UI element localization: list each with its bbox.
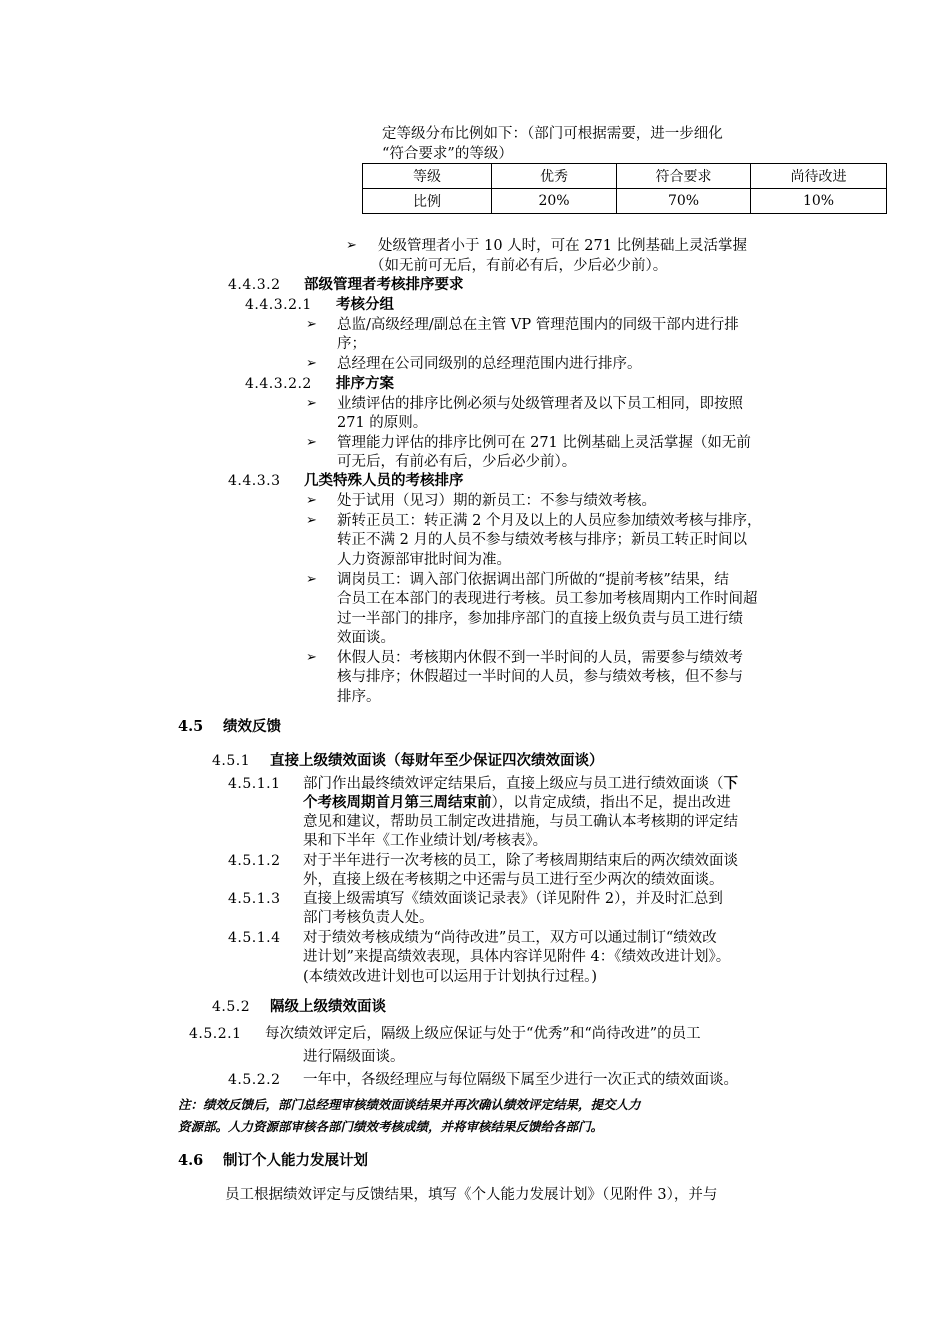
list-item: 转正不满 2 月的人员不参与绩效考核与排序；新员工转正时间以	[337, 532, 747, 548]
list-item: 管理能力评估的排序比例可在 271 比例基础上灵活掌握（如无前	[337, 435, 751, 451]
bullet-small-line-1: 处级管理者小于 10 人时，可在 271 比例基础上灵活掌握	[378, 238, 748, 254]
section-number: 4.5.2	[212, 999, 251, 1015]
bullet-arrow-icon: ➢	[306, 317, 317, 332]
section-number: 4.5.1	[212, 753, 251, 769]
subsection-title: 排序方案	[336, 375, 394, 392]
list-item: 总监/高级经理/副总在主管 VP 管理范围内的同级干部内进行排	[337, 317, 739, 333]
paragraph-line: 部门考核负责人处。	[303, 910, 434, 926]
paragraph-line	[303, 793, 731, 813]
bullet-arrow-icon: ➢	[306, 513, 317, 528]
ratio-table-value-row	[363, 189, 887, 214]
paragraph-line: 员工根据绩效评定与反馈结果，填写《个人能力发展计划》（见附件 3），并与	[225, 1187, 718, 1203]
note-line-2: 资源部。人力资源部审核各部门绩效考核成绩，并将审核结果反馈给各部门。	[178, 1119, 604, 1134]
paragraph-number: 4.5.1.4	[228, 930, 281, 946]
paragraph-number: 4.5.2.2	[228, 1072, 281, 1088]
section-title: 制订个人能力发展计划	[223, 1152, 368, 1169]
bullet-arrow-icon: ➢	[306, 650, 317, 665]
subsection-title: 考核分组	[336, 296, 394, 313]
paragraph-text: ），以肯定成绩，指出不足，提出改进	[491, 795, 731, 811]
list-item: 业绩评估的排序比例必须与处级管理者及以下员工相同，即按照	[337, 396, 743, 412]
paragraph-line: 每次绩效评定后，隔级上级应保证与处于“优秀”和“尚待改进”的员工	[265, 1026, 701, 1042]
ratio-table-header-row	[363, 164, 887, 189]
paragraph-line: 对于绩效考核成绩为“尚待改进”员工，双方可以通过制订“绩效改	[303, 930, 717, 946]
list-item: 过一半部门的排序，参加排序部门的直接上级负责与员工进行绩	[337, 611, 743, 627]
bullet-arrow-icon: ➢	[306, 572, 317, 587]
paragraph-line: 一年中，各级经理应与每位隔级下属至少进行一次正式的绩效面谈。	[303, 1072, 738, 1088]
table-cell: 等级	[363, 164, 492, 189]
list-item: 排序。	[337, 689, 381, 705]
paragraph-line: 进计划”来提高绩效表现，具体内容详见附件 4：《绩效改进计划》。	[303, 949, 731, 965]
intro-line-2: “符合要求”的等级）	[382, 146, 513, 162]
table-cell: 比例	[363, 189, 492, 214]
paragraph-line: 进行隔级面谈。	[303, 1049, 405, 1065]
paragraph-emphasis: 下	[723, 775, 738, 792]
bullet-arrow-icon: ➢	[346, 238, 357, 253]
paragraph-line	[303, 774, 738, 794]
paragraph-line: 果和下半年《工作业绩计划/考核表》。	[303, 833, 548, 849]
section-title: 隔级上级绩效面谈	[270, 998, 386, 1015]
section-title: 直接上级绩效面谈（每财年至少保证四次绩效面谈）	[270, 752, 604, 769]
list-item: 休假人员：考核期内休假不到一半时间的人员，需要参与绩效考	[337, 650, 743, 666]
paragraph-number: 4.5.2.1	[189, 1026, 242, 1042]
section-number: 4.6	[178, 1152, 204, 1169]
table-cell: 尚待改进	[751, 164, 887, 189]
list-item: 人力资源部审批时间为准。	[337, 552, 511, 568]
paragraph-text: 部门作出最终绩效评定结果后，直接上级应与员工进行绩效面谈（	[303, 776, 724, 792]
subsection-number: 4.4.3.2.1	[245, 297, 312, 313]
note-line-1: 注：绩效反馈后，部门总经理审核绩效面谈结果并再次确认绩效评定结果，提交人力	[178, 1097, 641, 1112]
section-title: 部级管理者考核排序要求	[304, 276, 464, 293]
paragraph-number: 4.5.1.3	[228, 891, 281, 907]
list-item: 新转正员工：转正满 2 个月及以上的人员应参加绩效考核与排序，	[337, 513, 762, 529]
bullet-arrow-icon: ➢	[306, 435, 317, 450]
bullet-small-line-2: （如无前可无后，有前必有后，少后必少前）。	[370, 258, 668, 274]
table-cell: 优秀	[492, 164, 617, 189]
paragraph-emphasis: 个考核周期首月第三周结束前	[303, 794, 492, 811]
table-cell: 符合要求	[617, 164, 751, 189]
paragraph-line: 直接上级需填写《绩效面谈记录表》（详见附件 2），并及时汇总到	[303, 891, 723, 907]
bullet-arrow-icon: ➢	[306, 396, 317, 411]
paragraph-line: 对于半年进行一次考核的员工，除了考核周期结束后的两次绩效面谈	[303, 853, 738, 869]
list-item: 核与排序；休假超过一半时间的人员，参与绩效考核，但不参与	[337, 669, 743, 685]
intro-line-1: 定等级分布比例如下：（部门可根据需要，进一步细化	[382, 126, 723, 142]
bullet-arrow-icon: ➢	[306, 493, 317, 508]
subsection-number: 4.4.3.2.2	[245, 376, 312, 392]
table-cell: 70%	[617, 189, 751, 214]
section-title: 绩效反馈	[223, 718, 281, 735]
table-cell: 10%	[751, 189, 887, 214]
list-item: 处于试用（见习）期的新员工：不参与绩效考核。	[337, 493, 656, 509]
paragraph-line: 意见和建议，帮助员工制定改进措施，与员工确认本考核期的评定结	[303, 814, 738, 830]
list-item: 序；	[337, 336, 366, 352]
section-number: 4.4.3.2	[228, 277, 281, 293]
list-item: 可无后，有前必有后，少后必少前）。	[337, 454, 577, 470]
paragraph-number: 4.5.1.1	[228, 776, 281, 792]
section-title: 几类特殊人员的考核排序	[304, 472, 464, 489]
paragraph-number: 4.5.1.2	[228, 853, 281, 869]
list-item: 271 的原则。	[337, 415, 428, 431]
list-item: 效面谈。	[337, 630, 395, 646]
section-number: 4.4.3.3	[228, 473, 281, 489]
paragraph-line: 外，直接上级在考核期之中还需与员工进行至少两次的绩效面谈。	[303, 872, 724, 888]
paragraph-line: (本绩效改进计划也可以运用于计划执行过程。)	[303, 969, 598, 985]
section-number: 4.5	[178, 718, 204, 735]
list-item: 总经理在公司同级别的总经理范围内进行排序。	[337, 356, 642, 372]
table-cell: 20%	[492, 189, 617, 214]
list-item: 调岗员工：调入部门依据调出部门所做的“提前考核”结果，结	[337, 572, 729, 588]
list-item: 合员工在本部门的表现进行考核。员工参加考核周期内工作时间超	[337, 591, 758, 607]
bullet-arrow-icon: ➢	[306, 356, 317, 371]
ratio-table	[362, 163, 887, 214]
